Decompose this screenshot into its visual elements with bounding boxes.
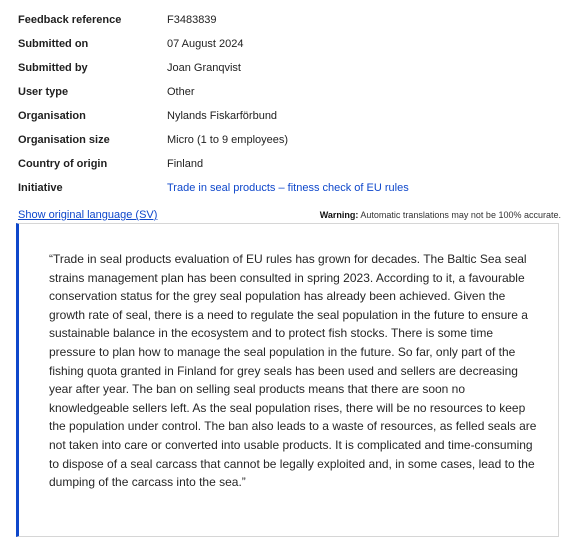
detail-value: F3483839 — [167, 14, 217, 26]
detail-row-organisation-size — [18, 128, 558, 152]
detail-row-submitted-on — [18, 32, 558, 56]
detail-value: Micro (1 to 9 employees) — [167, 134, 289, 146]
detail-value: Finland — [167, 158, 204, 170]
initiative-link[interactable]: Trade in seal products – fitness check of EU rules — [167, 182, 409, 194]
warning-text: Automatic translations may not be 100% accurate. — [358, 210, 561, 220]
detail-value: Joan Granqvist — [167, 62, 241, 74]
translation-bar — [18, 207, 561, 223]
show-original-language-link[interactable]: Show original language (SV) — [18, 209, 158, 221]
warning-label: Warning: — [319, 210, 359, 220]
detail-label: Organisation — [18, 110, 86, 122]
detail-row-initiative — [18, 176, 558, 200]
detail-label: Organisation size — [18, 134, 110, 146]
detail-value: Nylands Fiskarförbund — [167, 110, 278, 122]
detail-label: Country of origin — [18, 158, 108, 170]
detail-row-user-type — [18, 80, 558, 104]
detail-label: User type — [18, 86, 69, 98]
detail-row-feedback-reference — [18, 8, 558, 32]
feedback-text: “Trade in seal products evaluation of EU rules has grown for decades. The Baltic Sea seal strains management plan has been consulted in spring 2023. According to it, a favourable conservation status for the grey seal population has already been achieved. Given the growth rate of seal, there is a need to regulate the seal population in the future to ensure a sustainable balance in the ecosystem and to protect fish stocks. There is some time pressure to plan how to manage the seal population in the future. So far, only part of the fishing quota granted in Finland for grey seals has been used and sellers are decreasing year after year. The ban on selling seal products means that there are soon no knowledgeable sellers left. As the seal population rises, there will be no resources to keep the population under control. The ban also leads to a waste of resources, as felled seals are not taken into care or converted into usable products. It is complicated and time-consuming to dispose of a seal carcass that cannot be legally exploited and, in some cases, lead to the dumping of the carcass into the sea.” — [49, 252, 537, 490]
feedback-quote-box — [16, 223, 559, 537]
detail-label: Submitted by — [18, 62, 88, 74]
detail-value: 07 August 2024 — [167, 38, 244, 50]
detail-label: Submitted on — [18, 38, 89, 50]
detail-label: Feedback reference — [18, 14, 122, 26]
detail-row-organisation — [18, 104, 558, 128]
detail-row-country-of-origin — [18, 152, 558, 176]
feedback-details — [18, 8, 558, 200]
detail-label: Initiative — [18, 182, 63, 194]
translation-warning — [320, 210, 561, 220]
detail-row-submitted-by — [18, 56, 558, 80]
detail-value: Other — [167, 86, 195, 98]
detail-value — [167, 182, 409, 194]
